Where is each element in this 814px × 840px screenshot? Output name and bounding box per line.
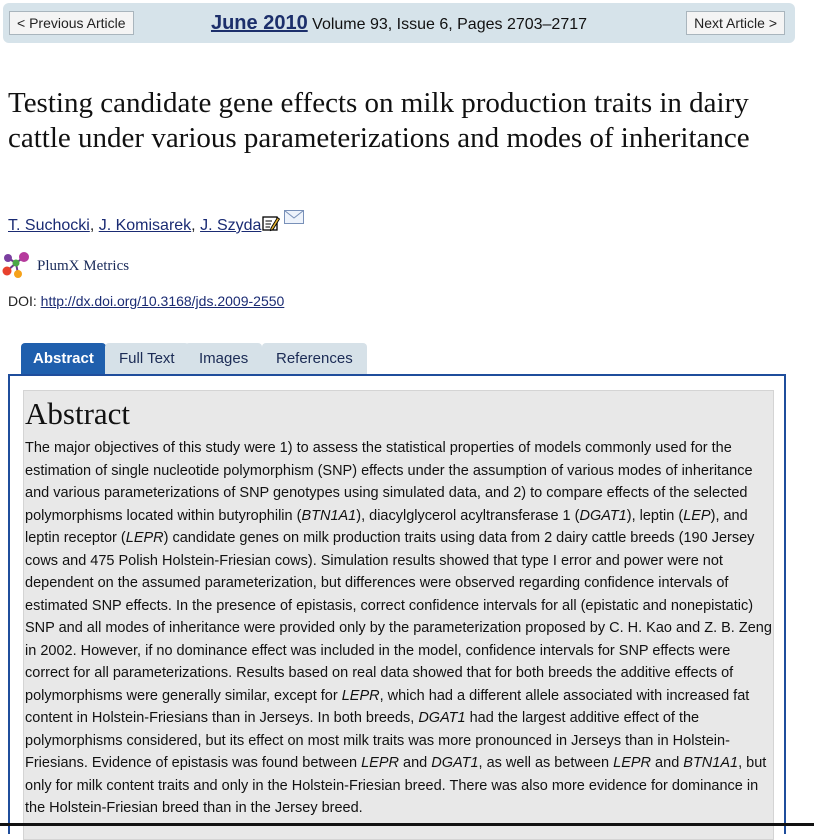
gene-symbol: LEPR xyxy=(341,687,380,704)
doi-line xyxy=(8,293,284,309)
abstract-text xyxy=(25,437,773,820)
corresponding-author-icon[interactable] xyxy=(262,215,280,237)
gene-symbol: BTN1A1 xyxy=(301,507,357,524)
tab-abstract[interactable]: Abstract xyxy=(21,343,106,374)
gene-symbol: LEPR xyxy=(125,530,164,546)
issue-citation xyxy=(3,12,795,35)
author-link-komisarek[interactable]: J. Komisarek xyxy=(98,217,192,234)
plumx-logo-icon xyxy=(2,251,32,284)
tab-full-text[interactable]: Full Text xyxy=(105,343,189,374)
issue-date-link[interactable]: June 2010 xyxy=(210,12,308,34)
gene-symbol: LEPR xyxy=(613,755,652,771)
abstract-text-segment: ), and leptin receptor ( xyxy=(25,507,748,546)
plumx-metrics-label: PlumX Metrics xyxy=(37,258,130,274)
article-title: Testing candidate gene effects on milk production traits in dairy cattle under various parameterizations and modes of inheritance xyxy=(8,87,750,154)
abstract-text-segment: and xyxy=(399,755,432,771)
abstract-text-segment: and xyxy=(651,755,684,771)
abstract-text-segment: ) candidate genes on milk production traits using data from 2 dairy cattle breeds (190 Jersey cows and 475 Polish Holstein-Friesian cows). Simulation results showed that type I error and power were not dependent on the assumed parameterization, but differences were observed regarding confidence intervals of estimated SNP effects. In the presence of epistasis, correct confidence intervals for all (epistatic and nonepistatic) SNP and all modes of inheritance were provided only by the parameterization proposed by C. H. Kao and Z. B. Zeng in 2002. However, if no dominance effect was included in the model, confidence intervals for SNP effects were correct for all parameterizations. Results based on real data showed that for both breeds the additive effects of polymorphisms were generally similar, except for xyxy=(25,530,772,704)
author-link-suchocki[interactable]: T. Suchocki xyxy=(8,217,90,234)
abstract-section xyxy=(23,390,774,840)
abstract-heading: Abstract xyxy=(25,396,131,431)
gene-symbol: DGAT1 xyxy=(431,755,479,771)
author-link-szyda[interactable]: J. Szyda xyxy=(200,217,262,234)
abstract-text-segment: ), diacylglycerol acyltransferase 1 ( xyxy=(356,507,580,524)
abstract-text-segment: , but only for milk content traits and only in the Holstein-Friesian breed. There was also more evidence for dominance in the Holstein-Friesian breed than in the Jersey breed. xyxy=(25,755,767,816)
author-separator: , xyxy=(191,217,201,234)
doi-label: DOI: xyxy=(8,293,41,309)
abstract-text-segment: , which had a different allele associated with increased fat content in Holstein-Friesians than in Jerseys. In both breeds, xyxy=(25,687,750,726)
doi-link[interactable]: http://dx.doi.org/10.3168/jds.2009-2550 xyxy=(40,293,285,309)
abstract-text-segment: had the largest additive effect of the polymorphisms considered, but its effect on most milk traits was more pronounced in Jerseys than in Holstein-Friesians. Evidence of epistasis was found between xyxy=(25,710,730,771)
next-article-button[interactable]: Next Article > xyxy=(686,11,785,35)
abstract-text-segment: , as well as between xyxy=(478,755,614,771)
abstract-text-segment: ), leptin ( xyxy=(626,507,684,524)
gene-symbol: DGAT1 xyxy=(418,710,466,726)
issue-volume-pages: Volume 93, Issue 6, Pages 2703–2717 xyxy=(307,16,588,33)
gene-symbol: LEP xyxy=(683,507,711,524)
abstract-text-segment: The major objectives of this study were 1) to assess the statistical properties of models commonly used for the estimation of single nucleotide polymorphism (SNP) effects under the assumption of various modes of inheritance and various parameterizations of SNP genotypes using simulated data, and 2) to compare effects of the selected polymorphisms located within butyrophilin ( xyxy=(25,440,753,524)
author-separator: , xyxy=(89,217,99,234)
envelope-icon[interactable] xyxy=(284,210,304,229)
gene-symbol: LEPR xyxy=(361,755,399,771)
article-navigation-bar xyxy=(3,3,795,43)
tab-references[interactable]: References xyxy=(262,343,367,374)
previous-article-button[interactable]: < Previous Article xyxy=(9,11,134,35)
tab-content-panel xyxy=(8,374,786,834)
author-list xyxy=(8,210,304,237)
gene-symbol: BTN1A1 xyxy=(683,755,739,771)
tab-images[interactable]: Images xyxy=(185,343,262,374)
gene-symbol: DGAT1 xyxy=(579,507,627,524)
